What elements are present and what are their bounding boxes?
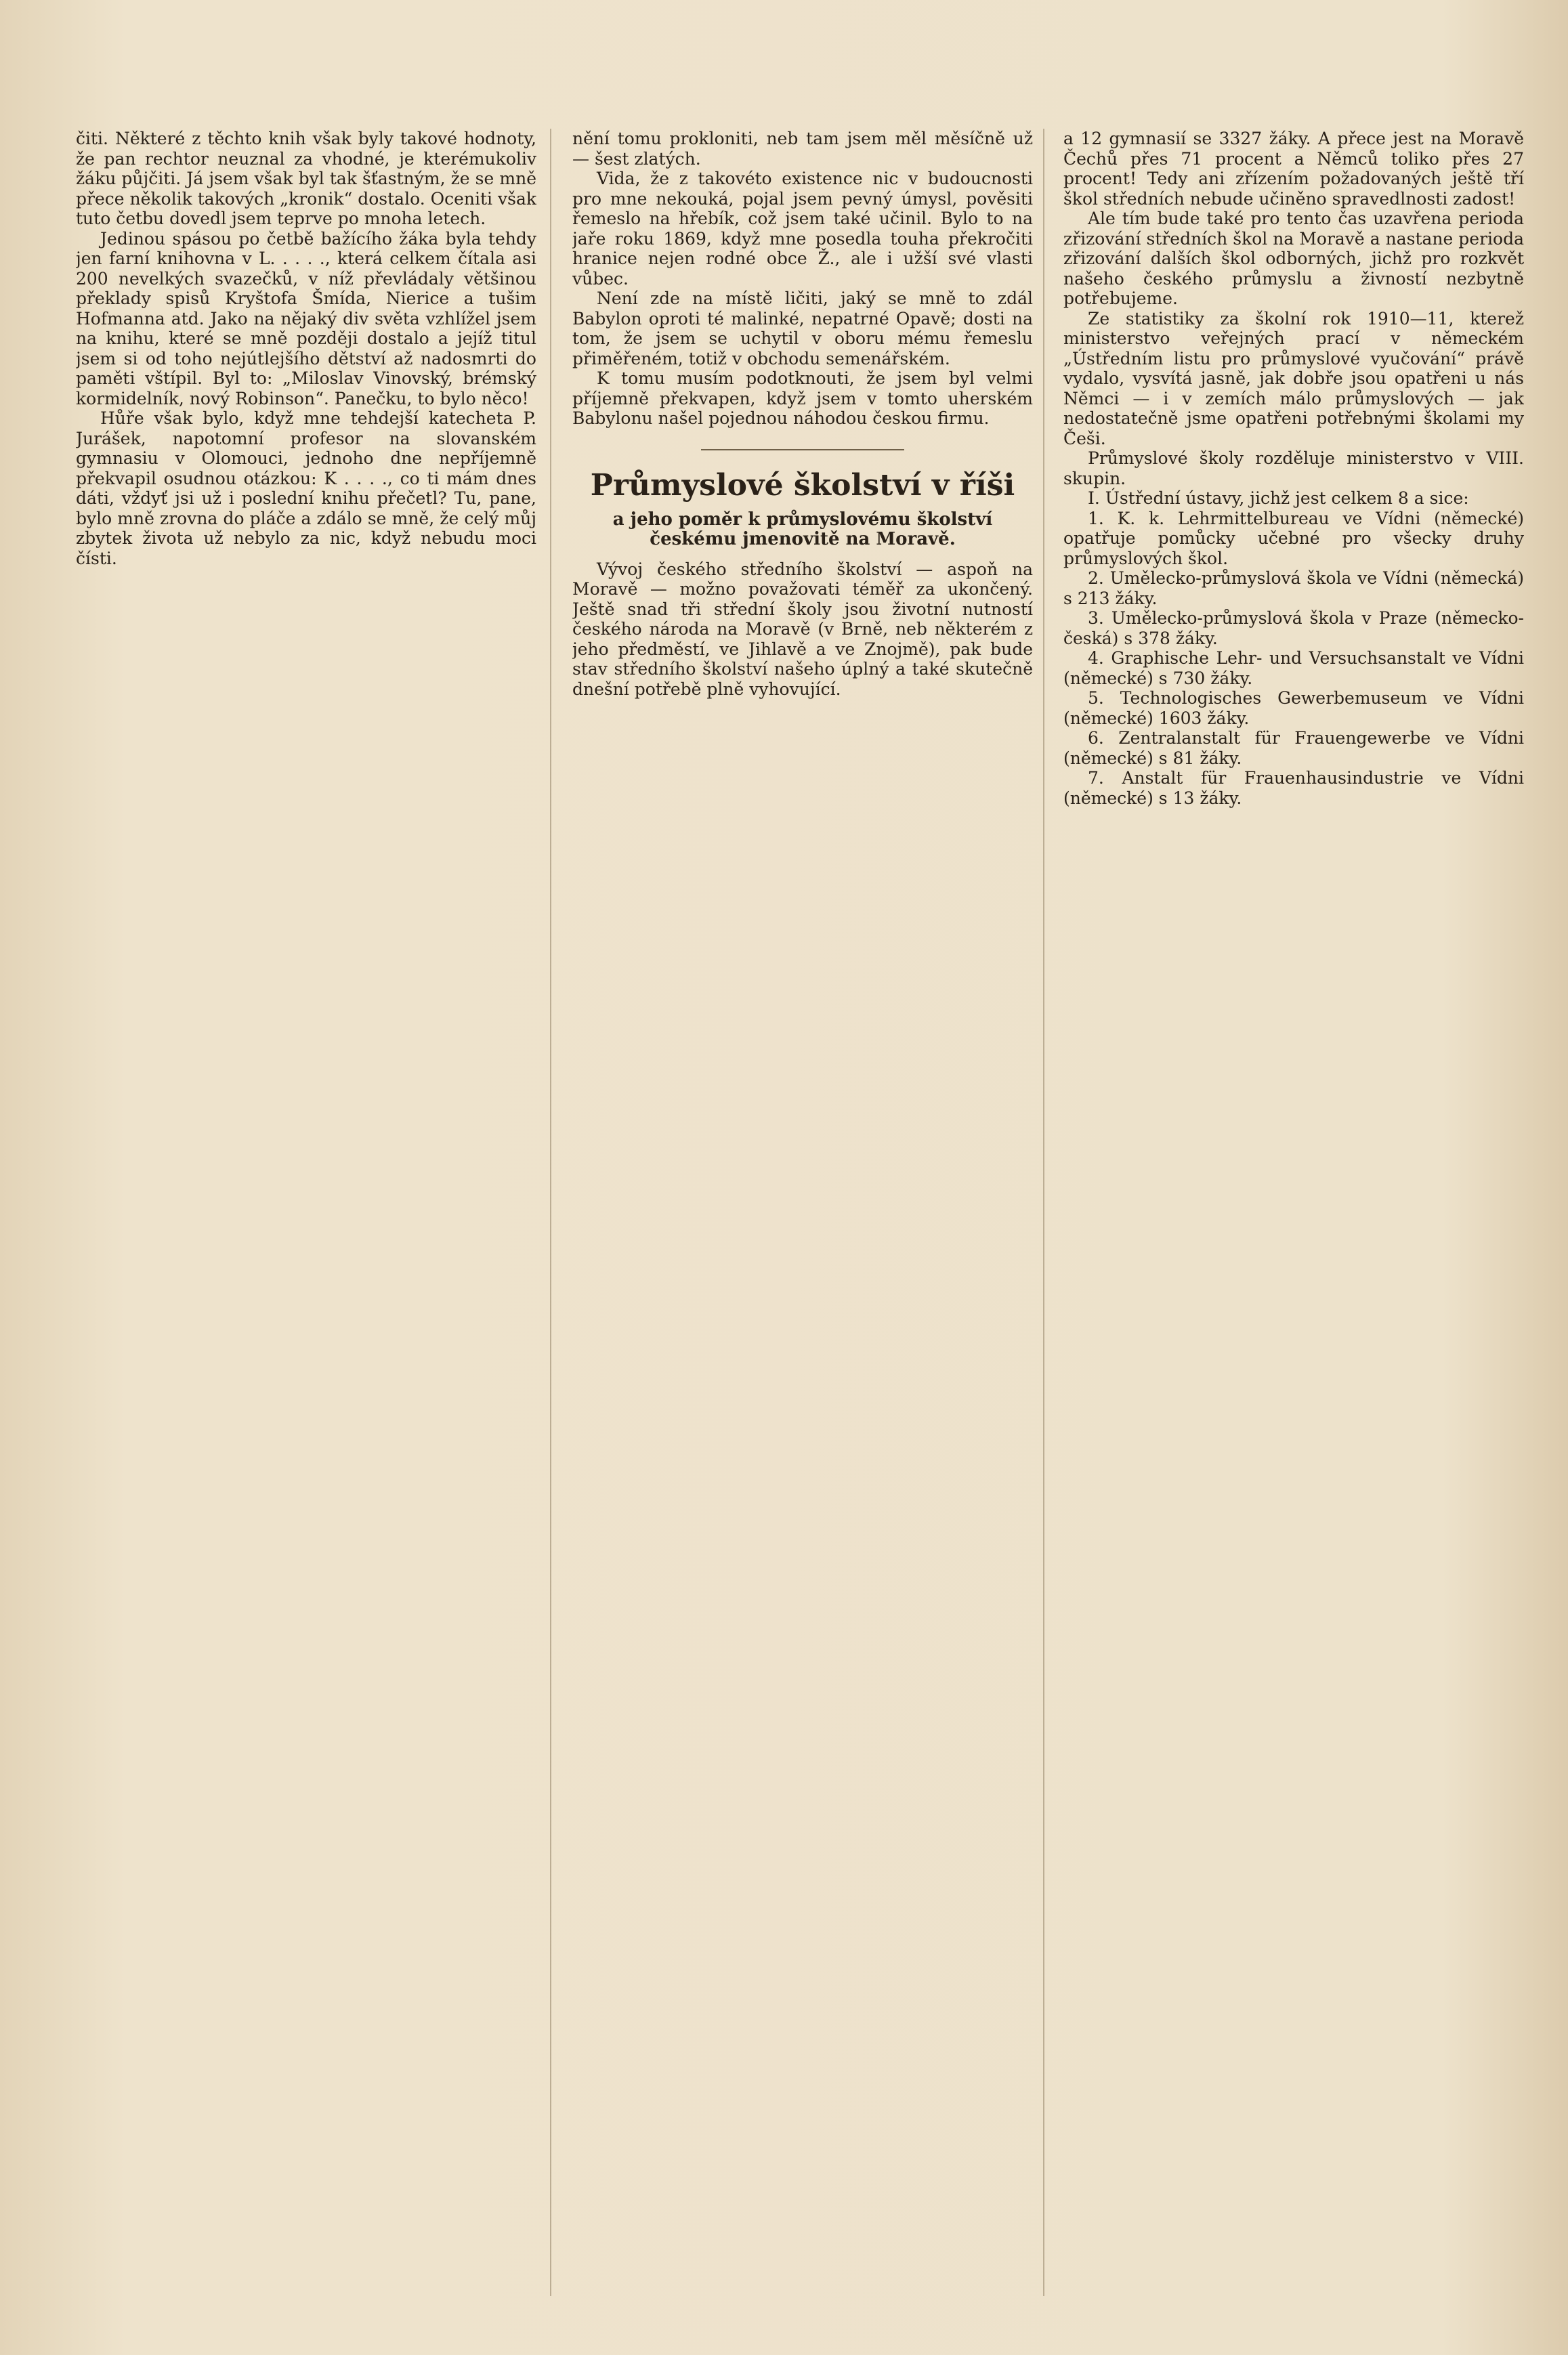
paragraph: Vývoj českého středního školství — aspoň na Moravě — možno považovati téměř za ukončený. Ještě snad tři střední školy jsou životní nutností českého národa na Moravě (v Brně, neb některém z jeho předměstí, ve Jihlavě a ve Znojmě), pak bude stav středního školství našeho úplný a také skutečně dnešní potřebě plně vyhovující. <box>572 559 1033 699</box>
paragraph: I. Ústřední ústavy, jichž jest celkem 8 a sice: <box>1088 488 1469 508</box>
column-middle <box>572 129 1033 2303</box>
paragraph: 2. Umělecko-průmyslová škola ve Vídni (německá) s 213 žáky. <box>1063 568 1524 608</box>
paragraph: 1. K. k. Lehrmittelbureau ve Vídni (německé) opatřuje pomůcky učebné pro všecky druhy průmyslových škol. <box>1063 508 1524 568</box>
paragraph: 6. Zentralanstalt für Frauengewerbe ve Vídni (německé) s 81 žáky. <box>1063 728 1524 768</box>
paragraph: Vida, že z takovéto existence nic v budoucnosti pro mne nekouká, pojal jsem pevný úmysl, pověsiti řemeslo na hřebík, což jsem také učinil. Bylo to na jaře roku 1869, když mne posedla touha překročiti hranice nejen rodné obce Ž., ale i užší své vlasti vůbec. <box>572 169 1033 289</box>
paragraph: 5. Technologisches Gewerbemuseum ve Vídni (německé) 1603 žáky. <box>1063 688 1524 728</box>
paragraph: 7. Anstalt für Frauenhausindustrie ve Vídni (německé) s 13 žáky. <box>1063 768 1524 808</box>
column-rule <box>1043 129 1044 2296</box>
column-right <box>1063 129 1524 2303</box>
paragraph: Není zde na místě ličiti, jaký se mně to zdál Babylon oproti té malinké, nepatrné Opavě; dosti na tom, že jsem se uchytil v oboru mému řemeslu přiměřeném, totiž v obchodu semenářském. <box>572 289 1033 368</box>
paragraph: Ale tím bude také pro tento čas uzavřena perioda zřizování středních škol na Moravě a nastane perioda zřizování dalších škol odborných, jichž pro rozkvět našeho českého průmyslu a živností nezbytně potřebujeme. <box>1063 209 1524 308</box>
paragraph: 4. Graphische Lehr- und Versuchsanstalt ve Vídni (německé) s 730 žáky. <box>1063 648 1524 688</box>
paragraph: Ze statistiky za školní rok 1910—11, kterež ministerstvo veřejných prací v německém „Ústředním listu pro průmyslové vyučování“ právě vydalo, vysvítá jasně, jak dobře jsou opatřeni u nás Němci — i v zemích málo průmyslových — jak nedostatečně jsme opatřeni potřebnými školami my Češi. <box>1063 308 1524 448</box>
paragraph: a 12 gymnasií se 3327 žáky. A přece jest na Moravě Čechů přes 71 procent a Němců toliko přes 27 procent! Tedy ani zřízením požadovaných ještě tří škol středních nebude učiněno spravedlnosti zadost! <box>1063 129 1524 209</box>
article-heading: Průmyslové školství v říši <box>590 467 1015 503</box>
column-rule <box>550 129 551 2296</box>
paragraph: Hůře však bylo, když mne tehdejší katecheta P. Jurášek, napotomní profesor na slovanském gymnasiu v Olomouci, jednoho dne nepříjemně překvapil osudnou otázkou: K . . . ., co ti mám dnes dáti, vždyť jsi už i poslední knihu přečetl? Tu, pane, bylo mně zrovna do pláče a zdálo se mně, že celý můj zbytek života už nebylo za nic, když nebudu moci čísti. <box>76 408 536 568</box>
paragraph: nění tomu prokloniti, neb tam jsem měl měsíčně už — šest zlatých. <box>572 129 1033 169</box>
paragraph: 3. Umělecko-průmyslová škola v Praze (německo-česká) s 378 žáky. <box>1063 608 1524 648</box>
article-subheading: a jeho poměr k průmyslovému školství českému jmenovitě na Moravě. <box>612 509 993 549</box>
paragraph: Jedinou spásou po četbě bažícího žáka byla tehdy jen farní knihovna v L. . . . ., která celkem čítala asi 200 nevelkých svazečků, v níž převládaly většinou překlady spisů Kryštofa Šmída, Nierice a tušim Hofmanna atd. Jako na nějaký div světa vzhlížel jsem na knihu, které se mně později dostalo a jejíž titul jsem si od toho nejútlejšího dětství až nadosmrti do paměti vštípil. Byl to: „Miloslav Vinovský, brémský kormidelník, nový Robinson“. Panečku, to bylo něco! <box>76 228 536 408</box>
paragraph: Průmyslové školy rozděluje ministerstvo v VIII. skupin. <box>1063 448 1524 488</box>
column-left <box>76 129 536 2303</box>
section-divider <box>701 449 904 450</box>
paragraph: čiti. Některé z těchto knih však byly takové hodnoty, že pan rechtor neuznal za vhodné, je kterémukoliv žáku půjčiti. Já jsem však byl tak šťastným, že se mně přece několik takových „kronik“ dostalo. Oceniti však tuto četbu dovedl jsem teprve po mnoha letech. <box>76 129 536 228</box>
paragraph: K tomu musím podotknouti, že jsem byl velmi příjemně překvapen, když jsem v tomto uherském Babylonu našel pojednou náhodou českou firmu. <box>572 368 1033 428</box>
